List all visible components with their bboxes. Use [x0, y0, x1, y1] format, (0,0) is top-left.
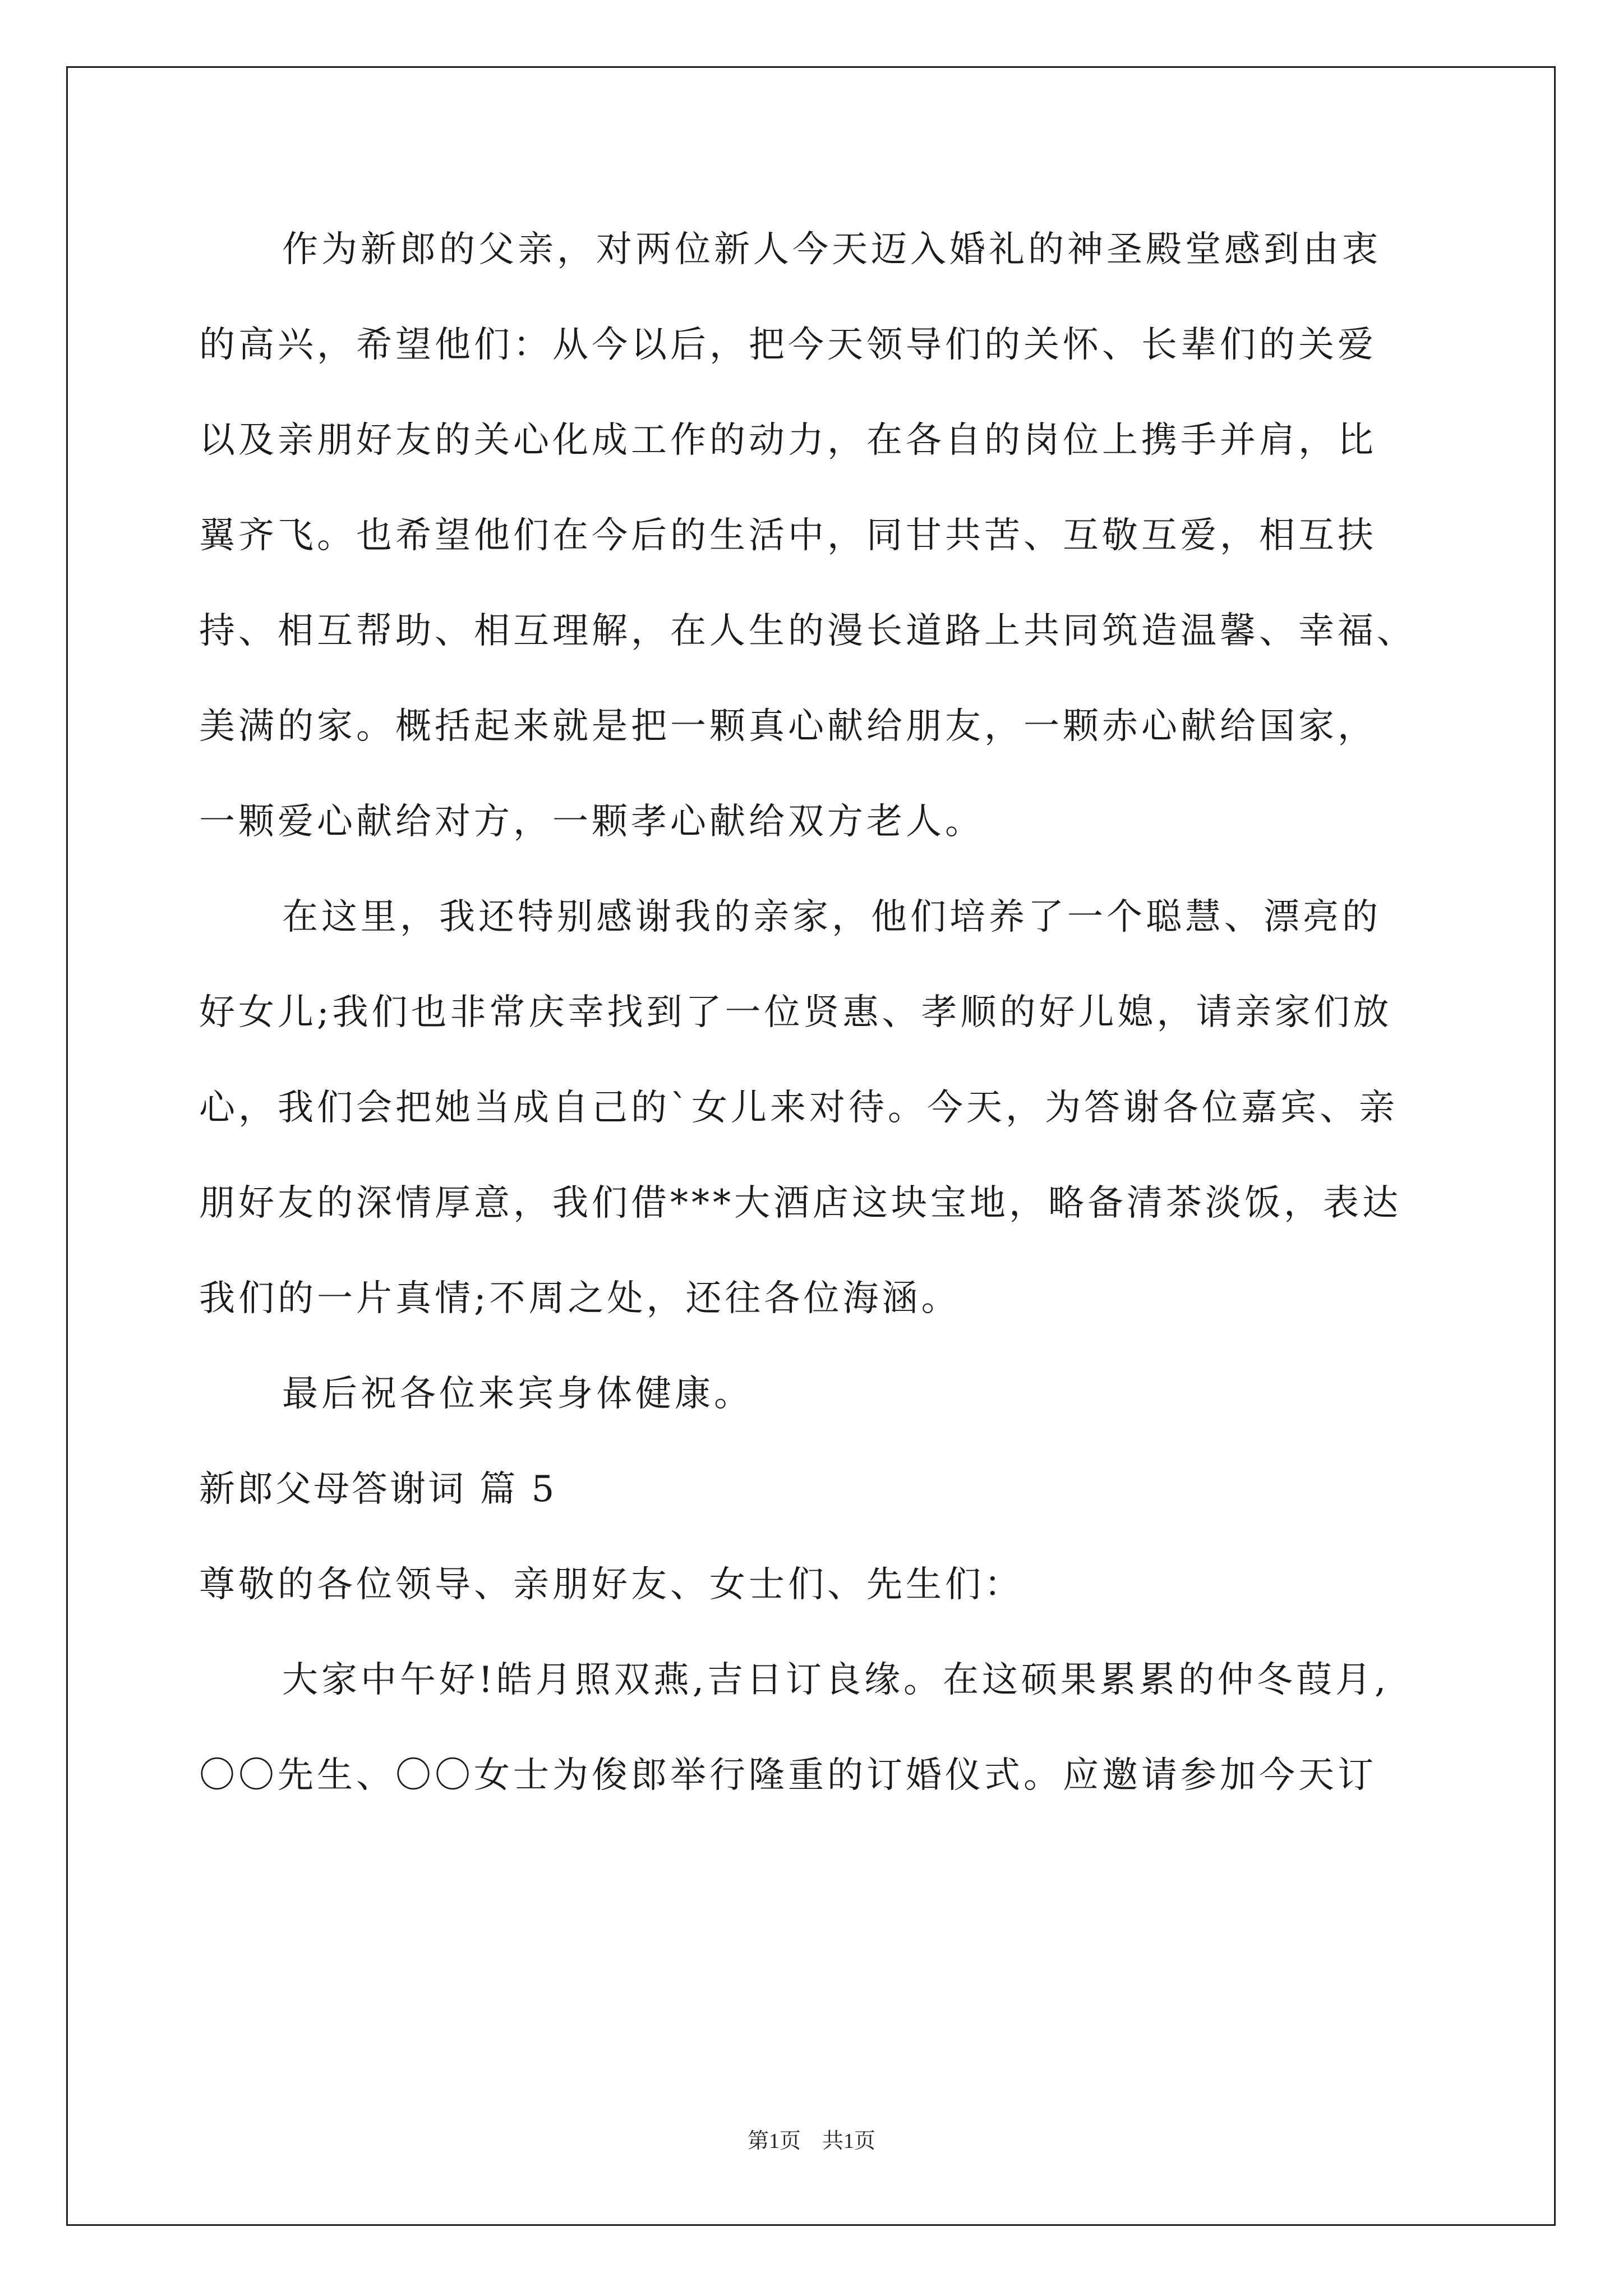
paragraph-line: 一颗爱心献给对方，一颗孝心献给双方老人。	[199, 801, 984, 843]
paragraph-line: 〇〇先生、〇〇女士为俊郎举行隆重的订婚仪式。应邀请参加今天订	[199, 1755, 1377, 1796]
page-number-footer: 第1页 共1页	[747, 2129, 875, 2153]
paragraph-line: 翼齐飞。也希望他们在今后的生活中，同甘共苦、互敬互爱，相互扶	[199, 515, 1377, 556]
paragraph-line: 的高兴，希望他们：从今以后，把今天领导们的关怀、长辈们的关爱	[199, 324, 1377, 366]
paragraph-line: 我们的一片真情;不周之处，还往各位海涵。	[199, 1278, 961, 1319]
paragraph-line: 最后祝各位来宾身体健康。	[282, 1373, 753, 1415]
paragraph-line: 在这里，我还特别感谢我的亲家，他们培养了一个聪慧、漂亮的	[282, 896, 1381, 938]
paragraph-line: 朋好友的深情厚意，我们借***大酒店这块宝地，略备清茶淡饭，表达	[199, 1182, 1401, 1224]
salutation-line: 尊敬的各位领导、亲朋好友、女士们、先生们：	[199, 1564, 1023, 1605]
section-heading: 新郎父母答谢词 篇 5	[199, 1469, 557, 1510]
paragraph-line: 大家中午好!皓月照双燕,吉日订良缘。在这硕果累累的仲冬葭月,	[282, 1659, 1390, 1701]
document-body	[199, 219, 1433, 1840]
paragraph-line: 心，我们会把她当成自己的`女儿来对待。今天，为答谢各位嘉宾、亲	[199, 1087, 1398, 1129]
paragraph-line: 持、相互帮助、相互理解，在人生的漫长道路上共同筑造温馨、幸福、	[199, 610, 1416, 652]
paragraph-line: 作为新郎的父亲，对两位新人今天迈入婚礼的神圣殿堂感到由衷	[282, 229, 1381, 270]
paragraph-line: 好女儿;我们也非常庆幸找到了一位贤惠、孝顺的好儿媳，请亲家们放	[199, 992, 1393, 1033]
paragraph-line: 以及亲朋好友的关心化成工作的动力，在各自的岗位上携手并肩，比	[199, 420, 1377, 461]
paragraph-line: 美满的家。概括起来就是把一颗真心献给朋友，一颗赤心献给国家，	[199, 706, 1377, 747]
